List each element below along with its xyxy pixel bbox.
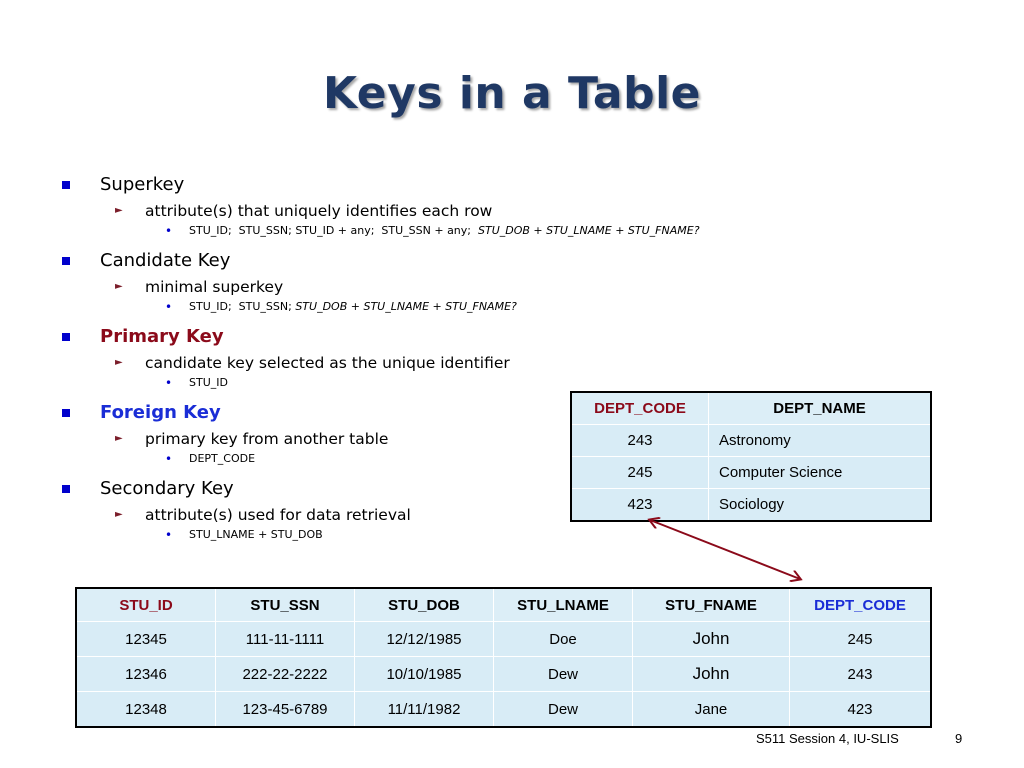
triangle-bullet-icon: ► <box>115 433 123 444</box>
table-cell: 10/10/1985 <box>355 657 494 692</box>
primary-key-label: Primary Key <box>100 326 224 347</box>
square-bullet-icon <box>62 181 70 189</box>
table-header-dept-code: DEPT_CODE <box>571 392 709 425</box>
candidate-example-plain: STU_ID; STU_SSN; <box>189 300 296 313</box>
dot-bullet-icon: • <box>165 224 173 238</box>
table-row <box>571 457 931 489</box>
department-table <box>570 391 932 522</box>
table-row <box>571 425 931 457</box>
table-header-dept-name: DEPT_NAME <box>709 392 932 425</box>
footer-text: S511 Session 4, IU-SLIS <box>756 731 899 746</box>
table-cell: 111-11-1111 <box>216 622 355 657</box>
table-row <box>76 692 931 728</box>
superkey-definition <box>62 200 782 222</box>
table-row <box>76 657 931 692</box>
triangle-bullet-icon: ► <box>115 357 123 368</box>
secondary-key-example <box>62 526 782 544</box>
triangle-bullet-icon: ► <box>115 205 123 216</box>
secondary-key-definition-text: attribute(s) used for data retrieval <box>145 506 411 524</box>
dot-bullet-icon: • <box>165 528 173 542</box>
table-header-row <box>571 392 931 425</box>
table-cell: 243 <box>790 657 932 692</box>
primary-key-definition-text: candidate key selected as the unique identifier <box>145 354 510 372</box>
superkey-definition-text: attribute(s) that uniquely identifies each row <box>145 202 493 220</box>
candidate-example-italic: STU_DOB + STU_LNAME + STU_FNAME? <box>295 300 517 313</box>
superkey-example-italic: STU_DOB + STU_LNAME + STU_FNAME? <box>478 224 700 237</box>
candidate-key-label: Candidate Key <box>100 250 231 271</box>
secondary-key-label: Secondary Key <box>100 478 234 499</box>
table-cell: 423 <box>790 692 932 728</box>
candidate-key-example <box>62 298 782 316</box>
student-table <box>75 587 932 728</box>
square-bullet-icon <box>62 409 70 417</box>
primary-key-definition <box>62 352 782 374</box>
foreign-key-example-text: DEPT_CODE <box>189 452 256 465</box>
dot-bullet-icon: • <box>165 300 173 314</box>
table-header-stu-lname: STU_LNAME <box>494 588 633 622</box>
foreign-key-label: Foreign Key <box>100 402 221 423</box>
table-cell: 423 <box>571 489 709 522</box>
table-cell: 12345 <box>76 622 216 657</box>
table-cell: 222-22-2222 <box>216 657 355 692</box>
bullet-primary-key <box>62 324 782 350</box>
triangle-bullet-icon: ► <box>115 509 123 520</box>
table-cell: Sociology <box>709 489 932 522</box>
dot-bullet-icon: • <box>165 376 173 390</box>
primary-key-example-text: STU_ID <box>189 376 228 389</box>
page-number: 9 <box>955 731 963 746</box>
table-row <box>76 622 931 657</box>
table-cell: Astronomy <box>709 425 932 457</box>
square-bullet-icon <box>62 257 70 265</box>
table-cell: Dew <box>494 692 633 728</box>
table-row <box>571 489 931 522</box>
primary-key-example <box>62 374 782 392</box>
table-cell: 245 <box>571 457 709 489</box>
table-header-row <box>76 588 931 622</box>
table-header-dept-code: DEPT_CODE <box>790 588 932 622</box>
table-header-stu-fname: STU_FNAME <box>633 588 790 622</box>
secondary-key-example-text: STU_LNAME + STU_DOB <box>189 528 323 541</box>
superkey-example-plain: STU_ID; STU_SSN; STU_ID + any; STU_SSN + any; <box>189 224 478 237</box>
triangle-bullet-icon: ► <box>115 281 123 292</box>
square-bullet-icon <box>62 333 70 341</box>
table-cell: Dew <box>494 657 633 692</box>
candidate-key-definition-text: minimal superkey <box>145 278 284 296</box>
table-cell: Computer Science <box>709 457 932 489</box>
table-cell: Doe <box>494 622 633 657</box>
candidate-key-definition <box>62 276 782 298</box>
table-cell: 245 <box>790 622 932 657</box>
table-header-stu-ssn: STU_SSN <box>216 588 355 622</box>
table-cell: John <box>633 657 790 692</box>
table-cell: John <box>633 622 790 657</box>
dot-bullet-icon: • <box>165 452 173 466</box>
table-header-stu-dob: STU_DOB <box>355 588 494 622</box>
table-cell: 123-45-6789 <box>216 692 355 728</box>
table-cell: Jane <box>633 692 790 728</box>
foreign-key-definition-text: primary key from another table <box>145 430 389 448</box>
table-cell: 12346 <box>76 657 216 692</box>
square-bullet-icon <box>62 485 70 493</box>
table-cell: 12348 <box>76 692 216 728</box>
table-cell: 12/12/1985 <box>355 622 494 657</box>
superkey-example <box>62 222 782 240</box>
table-cell: 11/11/1982 <box>355 692 494 728</box>
bullet-superkey <box>62 172 782 198</box>
bullet-candidate-key <box>62 248 782 274</box>
slide-title: Keys in a Table <box>322 68 702 119</box>
table-header-stu-id: STU_ID <box>76 588 216 622</box>
table-cell: 243 <box>571 425 709 457</box>
superkey-label: Superkey <box>100 174 185 195</box>
